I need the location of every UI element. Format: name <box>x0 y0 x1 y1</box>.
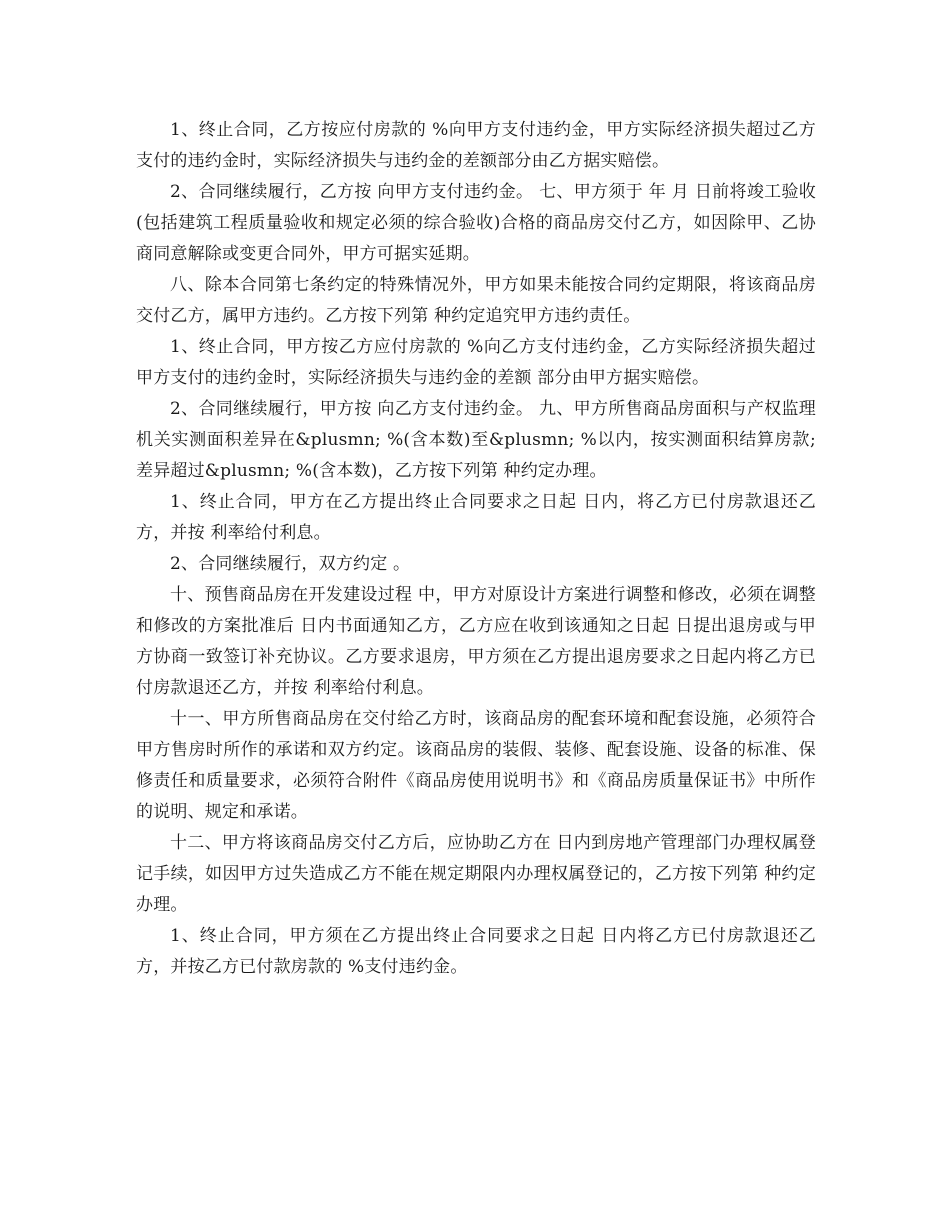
paragraph: 2、合同继续履行，甲方按 向乙方支付违约金。 九、甲方所售商品房面积与产权监理机关实测面积差异在&plusmn; %(含本数)至&plusmn; %以内，按实测面积结算房款;差异超过&plusmn; %(含本数)，乙方按下列第 种约定办理。 <box>136 399 816 481</box>
paragraph: 2、合同继续履行，双方约定 。 <box>170 554 411 574</box>
paragraph: 1、终止合同，乙方按应付房款的 %向甲方支付违约金，甲方实际经济损失超过乙方支付的违约金时，实际经济损失与违约金的差额部分由乙方据实赔偿。 <box>136 120 816 171</box>
paragraph: 2、合同继续履行，乙方按 向甲方支付违约金。 七、甲方须于 年 月 日前将竣工验收(包括建筑工程质量验收和规定必须的综合验收)合格的商品房交付乙方，如因除甲、乙协商同意解除或变更合同外，甲方可据实延期。 <box>136 182 816 264</box>
paragraph: 1、终止合同，甲方须在乙方提出终止合同要求之日起 日内将乙方已付房款退还乙方，并按乙方已付款房款的 %支付违约金。 <box>136 926 816 977</box>
paragraph: 八、除本合同第七条约定的特殊情况外，甲方如果未能按合同约定期限，将该商品房交付乙方，属甲方违约。乙方按下列第 种约定追究甲方违约责任。 <box>136 275 816 326</box>
paragraph: 1、终止合同，甲方按乙方应付房款的 %向乙方支付违约金，乙方实际经济损失超过甲方支付的违约金时，实际经济损失与违约金的差额 部分由甲方据实赔偿。 <box>136 337 816 388</box>
document-body <box>136 115 816 983</box>
paragraph: 十一、甲方所售商品房在交付给乙方时，该商品房的配套环境和配套设施，必须符合甲方售房时所作的承诺和双方约定。该商品房的装假、装修、配套设施、设备的标准、保修责任和质量要求，必须符合附件《商品房使用说明书》和《商品房质量保证书》中所作的说明、规定和承诺。 <box>136 709 816 822</box>
paragraph: 1、终止合同，甲方在乙方提出终止合同要求之日起 日内，将乙方已付房款退还乙方，并按 利率给付利息。 <box>136 492 816 543</box>
paragraph: 十、预售商品房在开发建设过程 中，甲方对原设计方案进行调整和修改，必须在调整和修改的方案批准后 日内书面通知乙方，乙方应在收到该通知之日起 日提出退房或与甲方协商一致签订补充协议。乙方要求退房，甲方须在乙方提出退房要求之日起内将乙方已付房款退还乙方，并按 利率给付利息。 <box>136 585 816 698</box>
paragraph: 十二、甲方将该商品房交付乙方后，应协助乙方在 日内到房地产管理部门办理权属登记手续，如因甲方过失造成乙方不能在规定期限内办理权属登记的，乙方按下列第 种约定办理。 <box>136 833 816 915</box>
